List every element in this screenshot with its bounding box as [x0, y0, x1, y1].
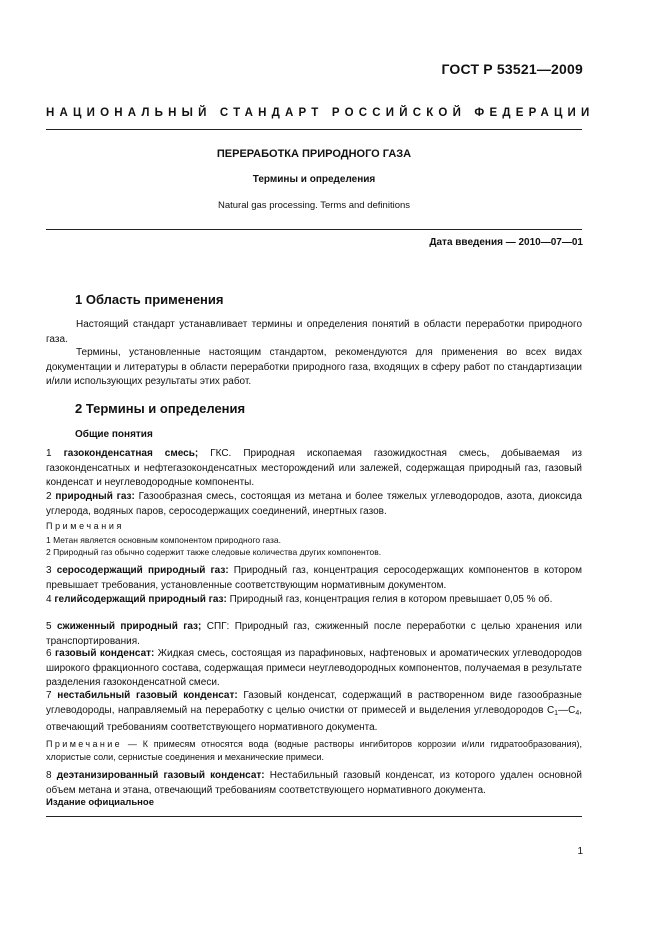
note-label: Примечание	[46, 739, 123, 749]
term-definition: ГКС. Природная ископаемая газожидкостная смесь, добываемая из газоконденсатных и нефтегазоконденсатных месторождений или залежей, содержащая природный газ, газовый конденсат и неуглеводородные компоненты.	[46, 448, 583, 488]
term-definition: —C	[558, 704, 576, 716]
term-name: серосодержащий природный газ:	[56, 565, 229, 576]
footer-divider	[46, 816, 582, 817]
term-name: деэтанизированный газовый конденсат:	[56, 770, 265, 781]
term-definition: Жидкая смесь, состоящая из парафиновых, нафтеновых и ароматических углеводородов широкого фракционного состава, содержащая примеси неуглеводородных компонентов, получаемая в результате разделения газоконденсатной смеси.	[46, 648, 582, 688]
document-title-english: Natural gas processing. Terms and definitions	[217, 200, 411, 211]
term-entry	[46, 769, 582, 798]
page-number: 1	[577, 846, 583, 857]
document-title: ПЕРЕРАБОТКА ПРИРОДНОГО ГАЗА	[216, 148, 412, 160]
header-divider	[46, 129, 582, 130]
section2-subheading: Общие понятия	[75, 429, 153, 440]
title-divider	[46, 229, 582, 230]
term-number: 5	[46, 621, 52, 632]
term-definition: Природный газ, концентрация серосодержащих компонентов в котором превышает требования, установленные соответствующим нормативным документом.	[46, 565, 582, 591]
term-name: природный газ:	[55, 491, 135, 502]
term-definition: Газовый конденсат, содержащий в растворенном виде газообразные углеводороды, направляемый на переработку с целью очистки от примесей и выделения углеводородов C	[46, 690, 582, 716]
term-entry	[46, 620, 582, 649]
effective-date: Дата введения — 2010—07—01	[429, 237, 583, 248]
term-entry	[46, 447, 582, 491]
term-number: 7	[46, 690, 52, 701]
term-number: 3	[46, 565, 52, 576]
term-definition: Газообразная смесь, состоящая из метана и более тяжелых углеводородов, азота, диоксида углерода, водяных паров, серосодержащих соединений, инертных газов.	[46, 491, 582, 517]
term-name: сжиженный природный газ;	[56, 621, 202, 632]
term-definition: , отвечающий требованиям соответствующего нормативного документа.	[46, 704, 582, 733]
term-number: 6	[46, 648, 52, 659]
gost-id: ГОСТ Р 53521—2009	[441, 61, 583, 77]
term-entry	[46, 490, 582, 519]
section1-paragraph-2: Термины, установленные настоящим стандартом, рекомендуются для применения во всех видах документации и литературы в области переработки природного газа, входящих в сферу работ по стандартизации и/или использующих результаты этих работ.	[46, 347, 582, 387]
term-name: гелийсодержащий природный газ:	[54, 594, 227, 605]
note-item: 2 Природный газ обычно содержит также следовые количества других компонентов.	[46, 547, 382, 557]
term-number: 2	[46, 491, 52, 502]
national-standard-heading: НАЦИОНАЛЬНЫЙ СТАНДАРТ РОССИЙСКОЙ ФЕДЕРАЦИИ	[46, 107, 595, 119]
term-number: 1	[46, 448, 52, 459]
term-definition: Нестабильный газовый конденсат, из которого удален основной объем метана и этана, отвечающий требованиям соответствующего нормативного документа.	[46, 770, 583, 796]
term-entry	[46, 593, 582, 608]
section2-heading: 2 Термины и определения	[75, 401, 246, 416]
term-name: нестабильный газовый конденсат:	[57, 690, 238, 701]
term-definition: Природный газ, концентрация гелия в котором превышает 0,05 % об.	[226, 594, 553, 605]
term-number: 8	[46, 770, 52, 781]
term-definition: СПГ: Природный газ, сжиженный после переработки с целью хранения или транспортирования.	[46, 621, 582, 647]
term-entry	[46, 647, 582, 691]
term-entry	[46, 564, 582, 593]
term-entry	[46, 689, 582, 736]
edition-label: Издание официальное	[46, 797, 154, 808]
note-text: — К примесям относятся вода (водные растворы ингибиторов коррозии и/или гидратообразования), хлористые соли, сернистые соединения и механические примеси.	[46, 739, 582, 762]
subscript: 4	[575, 709, 580, 717]
document-subtitle: Термины и определения	[252, 174, 376, 185]
note-7	[46, 738, 582, 764]
notes-label: Примечания	[46, 521, 124, 531]
section1-heading: 1 Область применения	[75, 292, 224, 307]
subscript: 1	[554, 709, 559, 717]
term-number: 4	[46, 594, 52, 605]
term-name: газоконденсатная смесь;	[63, 448, 199, 459]
note-item: 1 Метан является основным компонентом природного газа.	[46, 535, 281, 545]
section1-paragraph-1: Настоящий стандарт устанавливает термины и определения понятий в области переработки природного газа.	[46, 319, 582, 345]
term-name: газовый конденсат:	[54, 648, 155, 659]
